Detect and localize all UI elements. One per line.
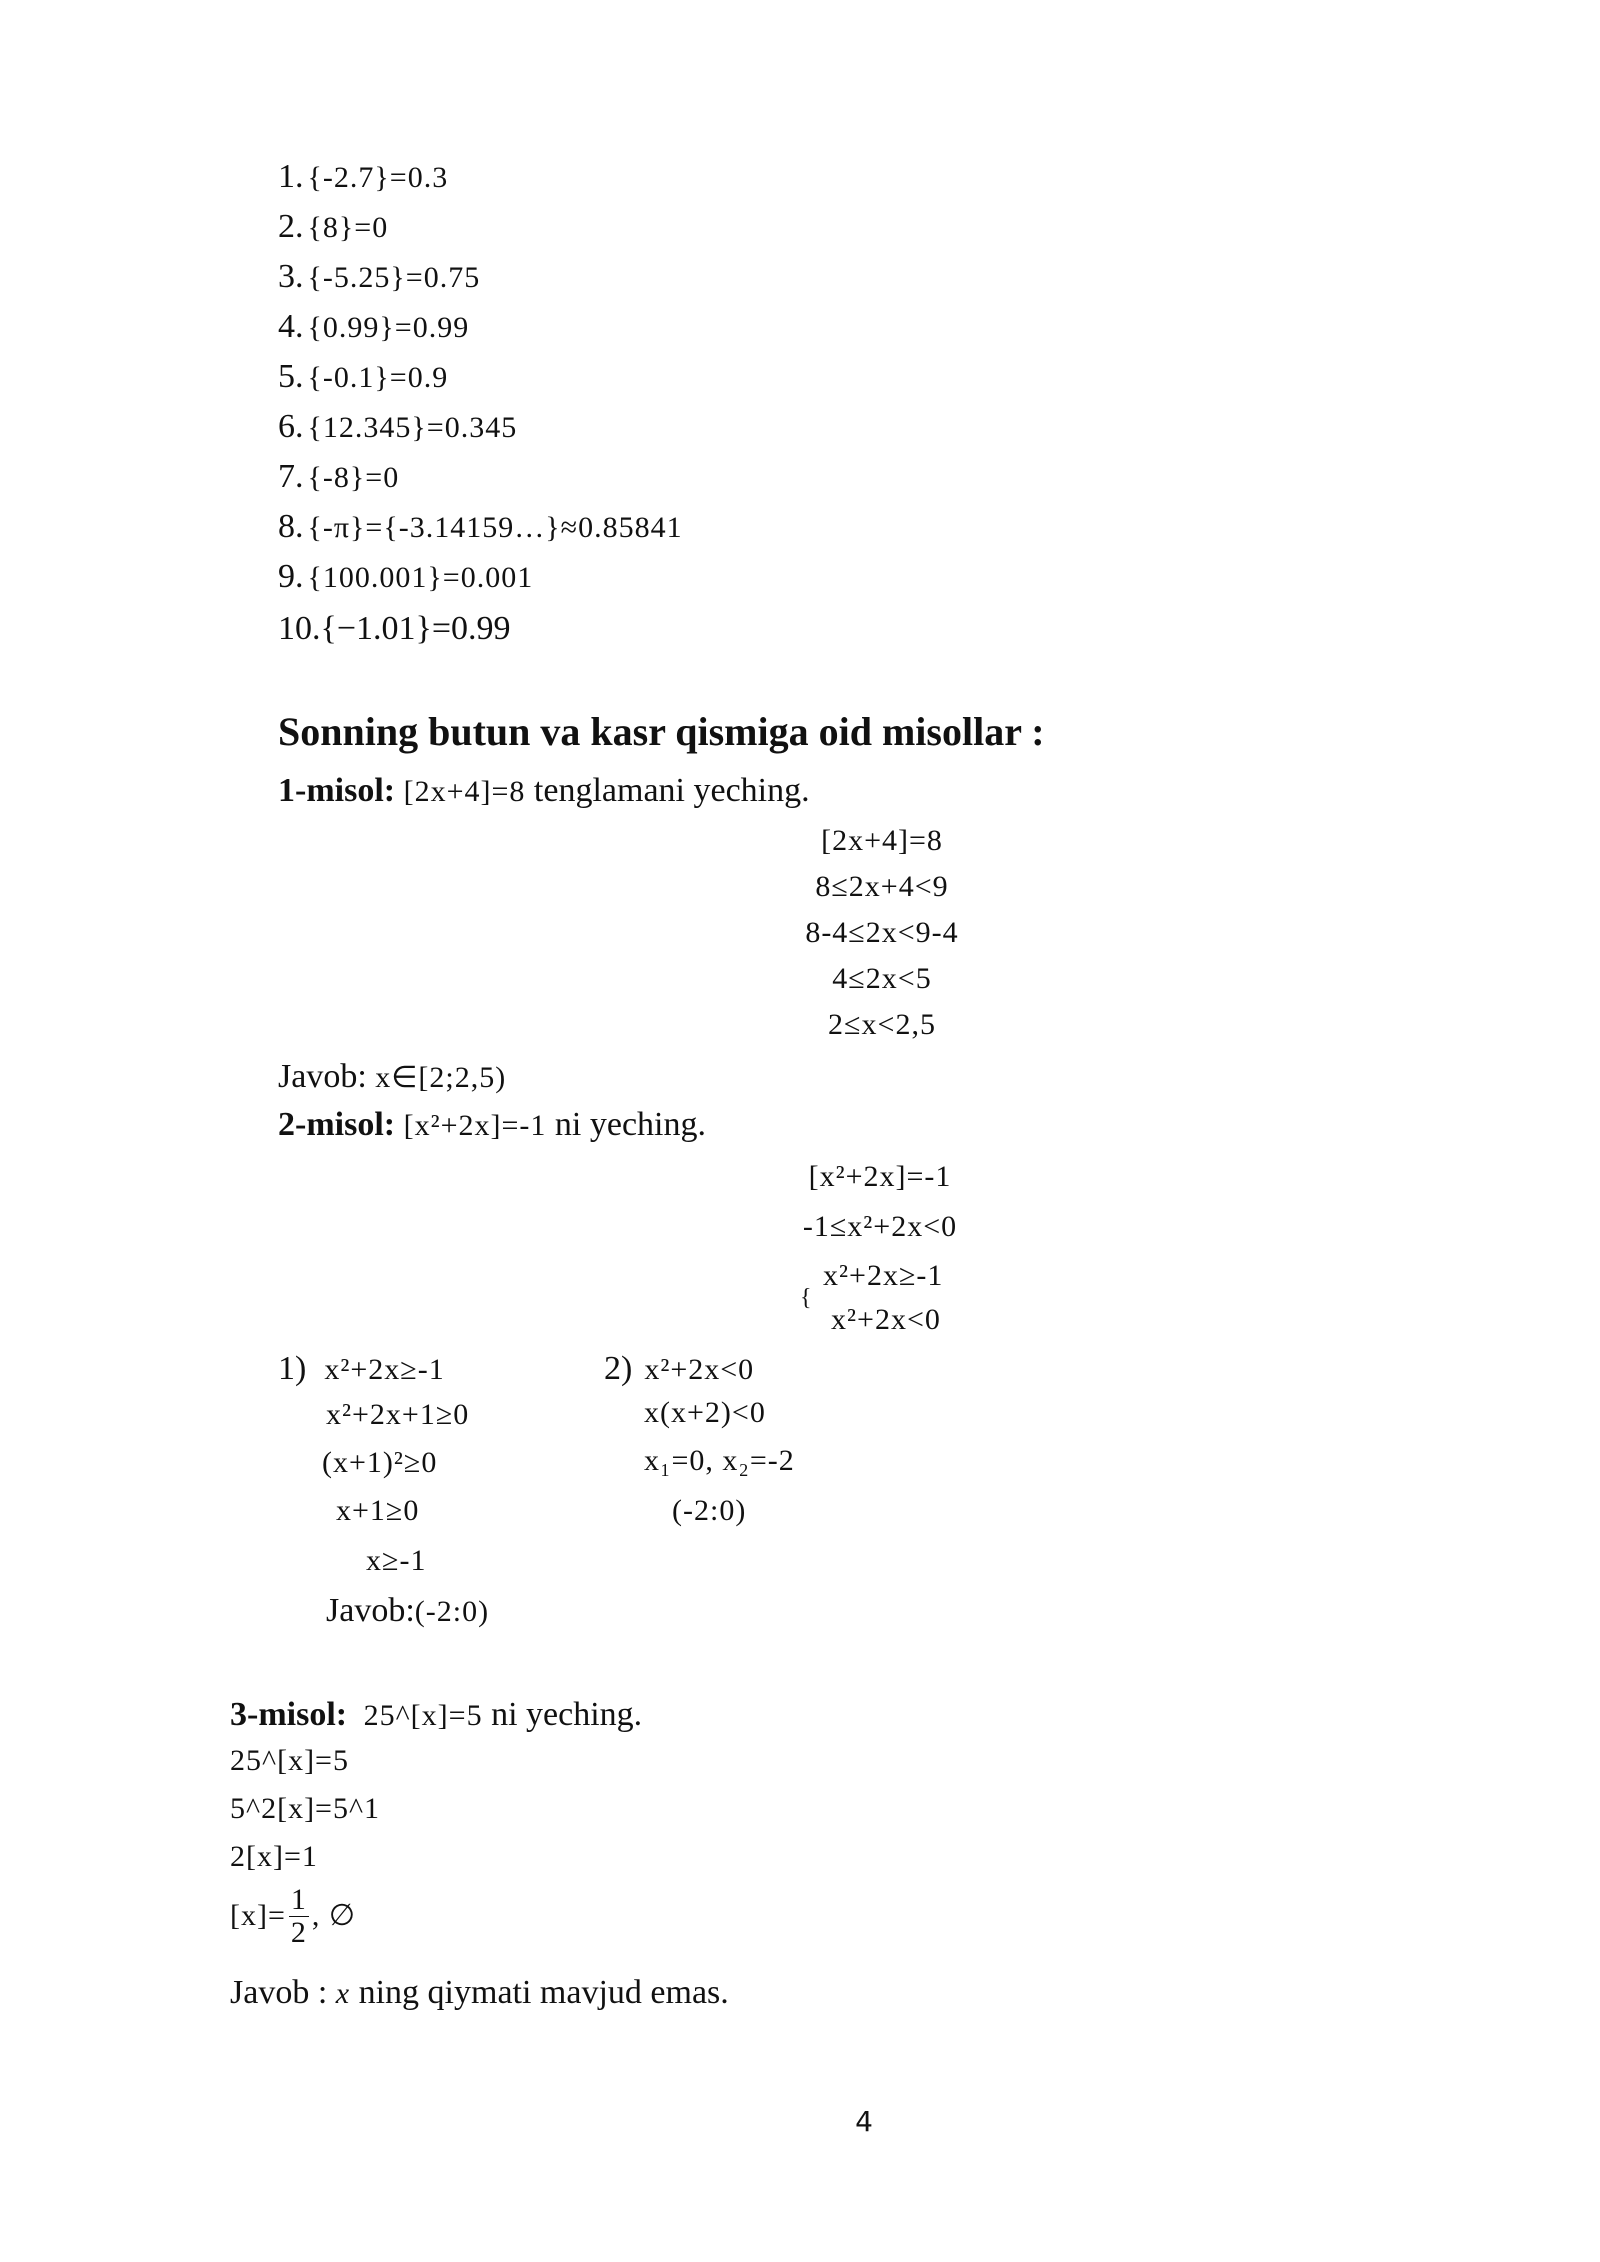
list-item: 6. {12.345}=0.345 (278, 408, 518, 445)
list-item: 1. {-2.7}=0.3 (278, 158, 449, 195)
example-1-step: 8≤2x+4<9 (815, 870, 949, 903)
example-1-step: 4≤2x<5 (832, 962, 932, 995)
example-3-step: 5^2[x]=5^1 (230, 1792, 381, 1825)
case-1-label: 1) (278, 1350, 307, 1387)
list-item: 8. {-π}={-3.14159…}≈0.85841 (278, 508, 683, 545)
list-item: 9. {100.001}=0.001 (278, 558, 534, 595)
case-1-line: (x+1)²≥0 (322, 1446, 438, 1479)
example-2-task: ni yeching. (554, 1106, 706, 1143)
example-2-equation: [x²+2x]=-1 (403, 1109, 547, 1142)
case-2-first-line: 2) x²+2x<0 (604, 1350, 755, 1387)
example-3-fraction-step: [x]= $\frac{1}{2}$ , ∅ (230, 1883, 357, 1949)
example-1-step: [2x+4]=8 (821, 824, 943, 857)
case-2-line: x(x+2)<0 (644, 1396, 766, 1429)
example-2-system: { x²+2x≥-1 x²+2x<0 (800, 1259, 944, 1336)
list-item: 2. {8}=0 (278, 208, 389, 245)
example-1-step: 2≤x<2,5 (828, 1008, 936, 1041)
case-2-label: 2) (604, 1350, 633, 1387)
example-3-statement (230, 1698, 642, 1732)
example-2-step: [x²+2x]=-1 (808, 1160, 952, 1193)
example-3-answer: Javob : x ning qiymati mavjud emas. (230, 1974, 729, 2011)
example-1-equation: [2x+4]=8 (403, 775, 526, 808)
page-number: 4 (855, 2105, 873, 2138)
example-1-label: 1-misol: (278, 772, 396, 809)
example-3-step: 2[x]=1 (230, 1840, 318, 1873)
list-item: 10.{−1.01}=0.99 (278, 610, 511, 647)
case-1-first-line: 1) x²+2x≥-1 (278, 1350, 445, 1387)
example-2-statement (278, 1108, 706, 1142)
section-heading: Sonning butun va kasr qismiga oid misollar : (278, 709, 1045, 754)
fraction: $\frac{1}{2}$ (290, 1883, 307, 1949)
example-3-label: 3-misol: (230, 1696, 348, 1733)
case-1-line: x+1≥0 (336, 1494, 420, 1527)
list-item: 5. {-0.1}=0.9 (278, 358, 449, 395)
example-1-answer: Javob: x∈[2;2,5) (278, 1058, 507, 1095)
example-1-step: 8-4≤2x<9-4 (805, 916, 959, 949)
example-2-label: 2-misol: (278, 1106, 396, 1143)
system-brace: { (800, 1284, 813, 1311)
case-2-line: (-2:0) (672, 1494, 747, 1527)
example-3-equation: 25^[x]=5 (363, 1699, 483, 1732)
example-2-step: -1≤x²+2x<0 (802, 1210, 958, 1243)
example-2-answer: Javob:(-2:0) (326, 1592, 490, 1629)
case-1-line: x²+2x+1≥0 (326, 1398, 470, 1431)
list-item: 4. {0.99}=0.99 (278, 308, 470, 345)
example-1-statement (278, 774, 810, 808)
list-item: 3. {-5.25}=0.75 (278, 258, 481, 295)
example-1-task: tenglamani yeching. (533, 772, 810, 809)
case-1-line: x≥-1 (366, 1544, 427, 1577)
example-3-step: 25^[x]=5 (230, 1744, 349, 1777)
list-item: 7. {-8}=0 (278, 458, 400, 495)
example-3-task: ni yeching. (491, 1696, 643, 1733)
case-2-line: x₁=0, x₂=-2 (644, 1444, 795, 1477)
